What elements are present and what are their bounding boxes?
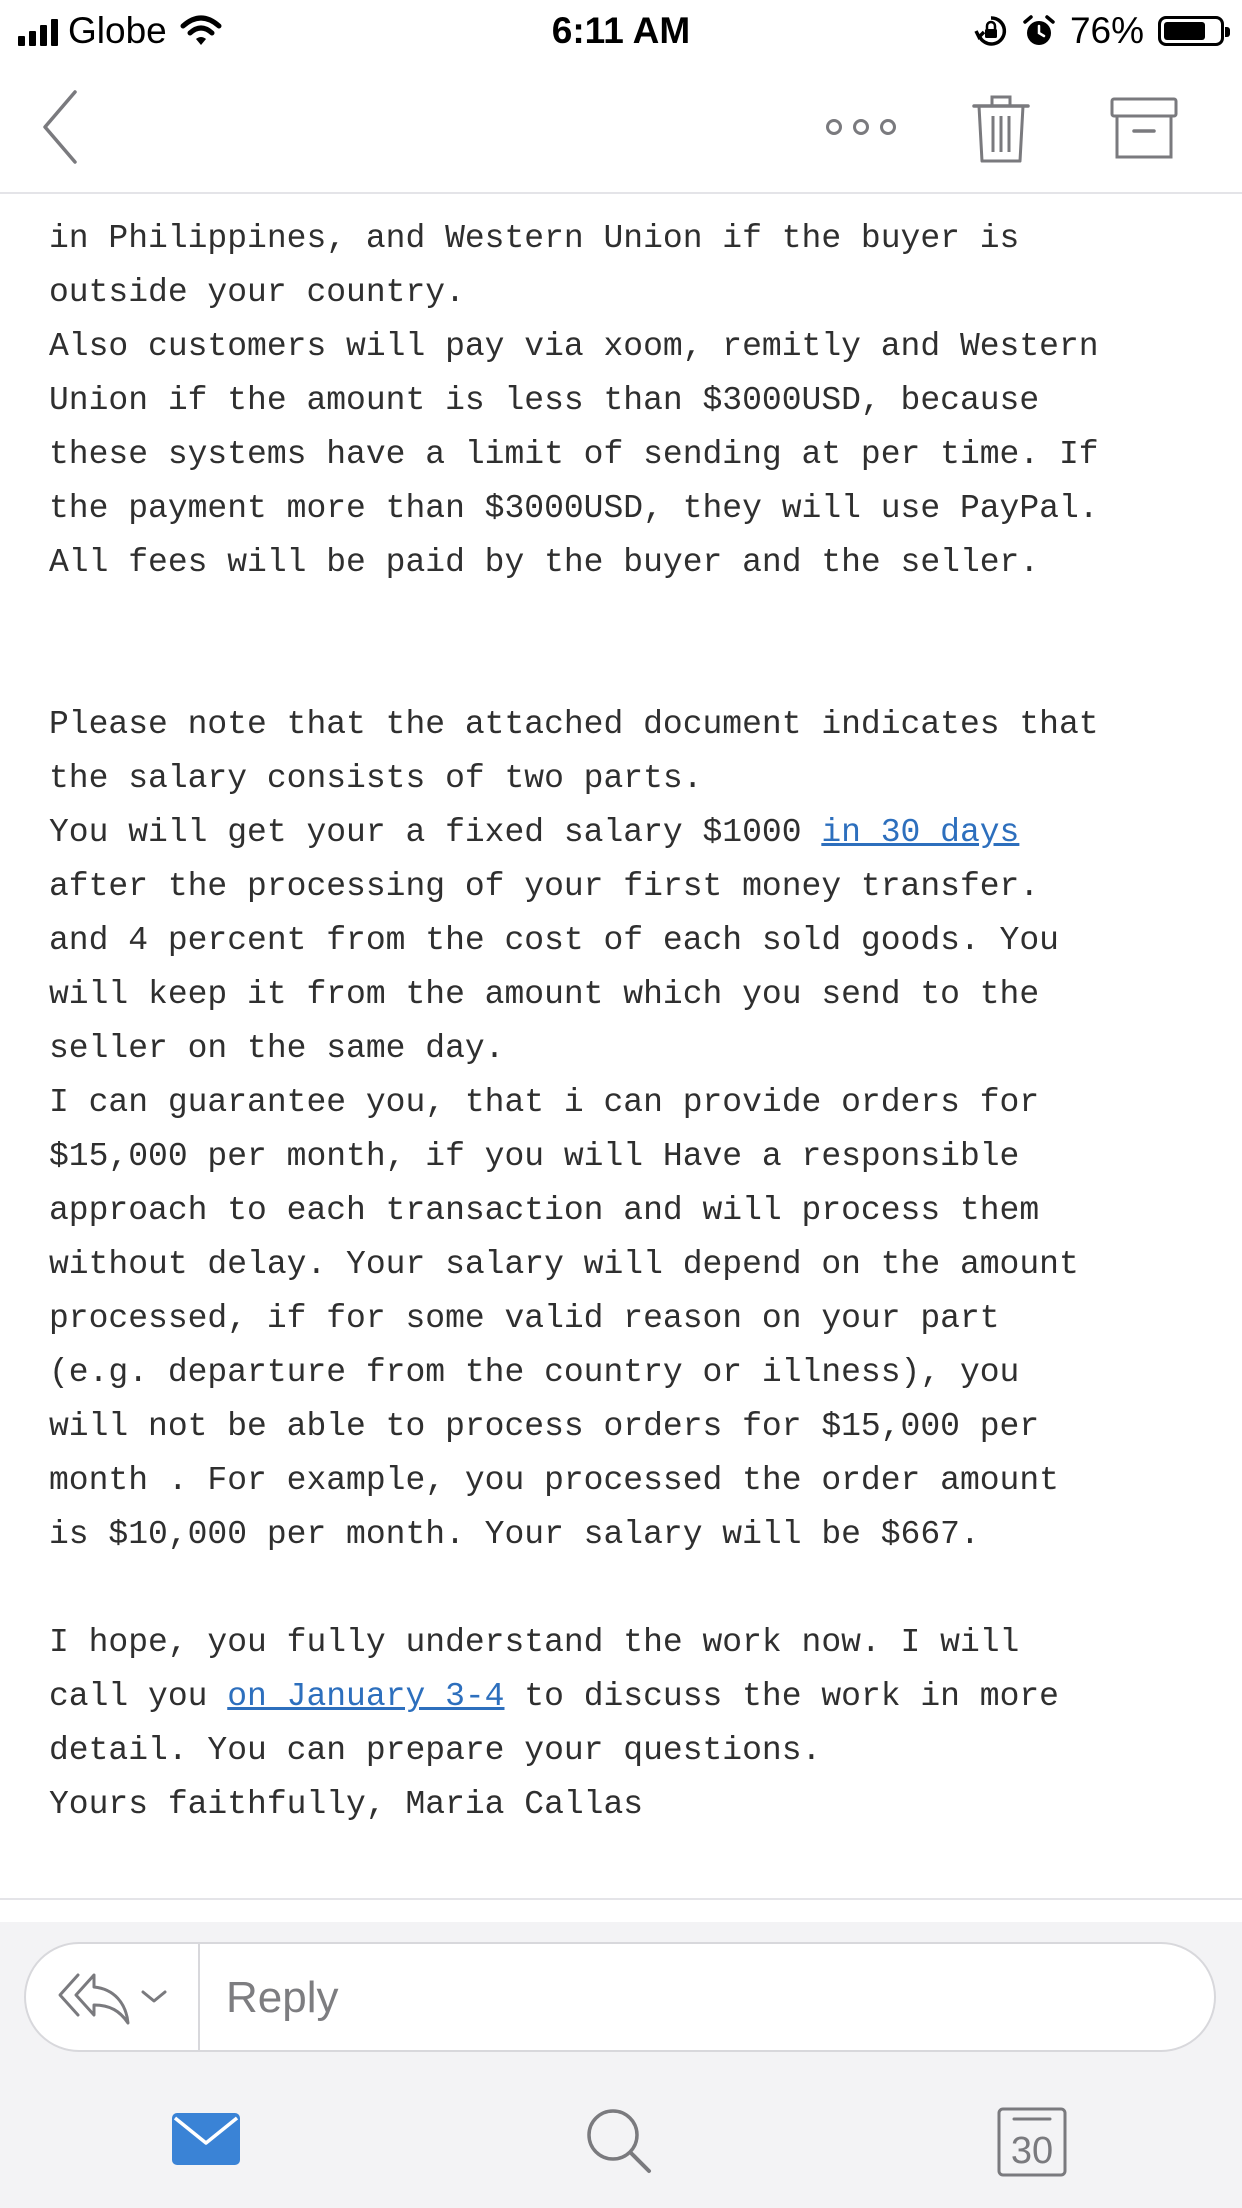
email-line-text: (e.g. departure from the country or illness), you xyxy=(49,1354,1020,1391)
reply-all-icon xyxy=(56,1967,132,2027)
more-options-button[interactable] xyxy=(818,97,904,157)
date-link[interactable]: on January 3-4 xyxy=(227,1678,505,1715)
email-line-text: to discuss the work in more xyxy=(504,1678,1059,1715)
email-line-text: will keep it from the amount which you send to the xyxy=(49,976,1040,1013)
email-line-text: approach to each transaction and will process them xyxy=(49,1192,1040,1229)
email-body xyxy=(49,158,1229,1832)
email-content-area[interactable] xyxy=(0,192,1242,1900)
email-line-text xyxy=(49,598,69,635)
reply-options-button[interactable] xyxy=(26,1944,200,2050)
email-line-text: seller on the same day. xyxy=(49,1030,505,1067)
trash-icon xyxy=(971,92,1031,164)
email-line xyxy=(49,644,1229,698)
email-line-text: these systems have a limit of sending at per time. If xyxy=(49,436,1099,473)
email-line xyxy=(49,1292,1229,1346)
email-line-text: the payment more than $3000USD, they will use PayPal. xyxy=(49,490,1099,527)
email-line-text: detail. You can prepare your questions. xyxy=(49,1732,822,1769)
email-line-text: will not be able to process orders for $15,000 per xyxy=(49,1408,1040,1445)
battery-level-fill xyxy=(1164,22,1205,40)
more-options-icon xyxy=(825,117,897,137)
calendar-icon xyxy=(996,2106,1068,2178)
alarm-icon xyxy=(1022,14,1056,48)
email-line xyxy=(49,374,1229,428)
email-line xyxy=(49,1454,1229,1508)
email-line xyxy=(49,1130,1229,1184)
reply-bar xyxy=(0,1922,1242,2066)
status-right xyxy=(974,8,1224,54)
archive-icon xyxy=(1109,96,1179,160)
email-line-text: outside your country. xyxy=(49,274,465,311)
email-line-text xyxy=(49,652,69,689)
email-line xyxy=(49,1400,1229,1454)
email-line xyxy=(49,266,1229,320)
carrier-name: Globe xyxy=(68,10,167,51)
search-icon xyxy=(585,2107,655,2177)
delete-button[interactable] xyxy=(966,82,1036,174)
status-time: 6:11 AM xyxy=(551,10,691,51)
email-line xyxy=(49,1184,1229,1238)
email-line xyxy=(49,482,1229,536)
email-line xyxy=(49,320,1229,374)
email-line-text: All fees will be paid by the buyer and the seller. xyxy=(49,544,1040,581)
email-line-text: in Philippines, and Western Union if the buyer is xyxy=(49,220,1020,257)
back-button[interactable] xyxy=(30,82,90,172)
orientation-lock-icon xyxy=(974,14,1008,48)
email-line-text: without delay. Your salary will depend on the amount xyxy=(49,1246,1079,1283)
battery-percent: 76% xyxy=(1069,10,1144,51)
email-line-text: Yours faithfully, Maria Callas xyxy=(49,1786,644,1823)
email-line-text xyxy=(49,1570,69,1607)
email-line xyxy=(49,968,1229,1022)
email-line xyxy=(49,536,1229,590)
calendar-day: 30 xyxy=(1010,2130,1054,2172)
archive-button[interactable] xyxy=(1104,88,1184,168)
email-line-text: month . For example, you processed the order amount xyxy=(49,1462,1059,1499)
email-line xyxy=(49,212,1229,266)
tab-mail[interactable] xyxy=(164,2104,248,2174)
email-line-text: Also customers will pay via xoom, remitly and Western xyxy=(49,328,1099,365)
tab-bar xyxy=(0,2066,1242,2208)
email-line-text: processed, if for some valid reason on your part xyxy=(49,1300,1000,1337)
tab-calendar[interactable] xyxy=(990,2104,1074,2180)
email-line-text: Please note that the attached document indicates that xyxy=(49,706,1099,743)
email-line-text: after the processing of your first money transfer. xyxy=(49,868,1040,905)
email-line xyxy=(49,806,1229,860)
email-line xyxy=(49,1670,1229,1724)
email-line-text: and 4 percent from the cost of each sold goods. You xyxy=(49,922,1059,959)
reply-field-container xyxy=(24,1942,1216,2052)
email-line xyxy=(49,428,1229,482)
email-line xyxy=(49,1022,1229,1076)
mail-icon xyxy=(170,2111,242,2167)
email-line-text: Union if the amount is less than $3000USD, because xyxy=(49,382,1040,419)
divider xyxy=(0,1898,1242,1900)
email-line xyxy=(49,1346,1229,1400)
email-line xyxy=(49,752,1229,806)
message-toolbar xyxy=(0,62,1242,194)
email-line xyxy=(49,860,1229,914)
email-line-text: You will get your a fixed salary $1000 xyxy=(49,814,822,851)
tab-search[interactable] xyxy=(578,2104,662,2180)
email-line xyxy=(49,1616,1229,1670)
date-link[interactable]: in 30 days xyxy=(821,814,1020,851)
email-line xyxy=(49,1238,1229,1292)
status-bar xyxy=(0,0,1242,62)
back-chevron-icon xyxy=(39,88,81,166)
chevron-down-icon xyxy=(140,1989,168,2005)
email-line xyxy=(49,1724,1229,1778)
email-line-text: I can guarantee you, that i can provide orders for xyxy=(49,1084,1040,1121)
email-line xyxy=(49,1508,1229,1562)
email-line xyxy=(49,914,1229,968)
email-line xyxy=(49,698,1229,752)
battery-icon xyxy=(1158,16,1224,46)
email-line-text: the salary consists of two parts. xyxy=(49,760,703,797)
email-line-text: I hope, you fully understand the work now. I will xyxy=(49,1624,1020,1661)
reply-input[interactable]: Reply xyxy=(226,1973,339,2022)
email-line-text: call you xyxy=(49,1678,228,1715)
email-line xyxy=(49,1778,1229,1832)
email-line-text: is $10,000 per month. Your salary will be $667. xyxy=(49,1516,980,1553)
email-line xyxy=(49,590,1229,644)
email-line xyxy=(49,1562,1229,1616)
email-line-text: $15,000 per month, if you will Have a responsible xyxy=(49,1138,1020,1175)
email-line xyxy=(49,1076,1229,1130)
